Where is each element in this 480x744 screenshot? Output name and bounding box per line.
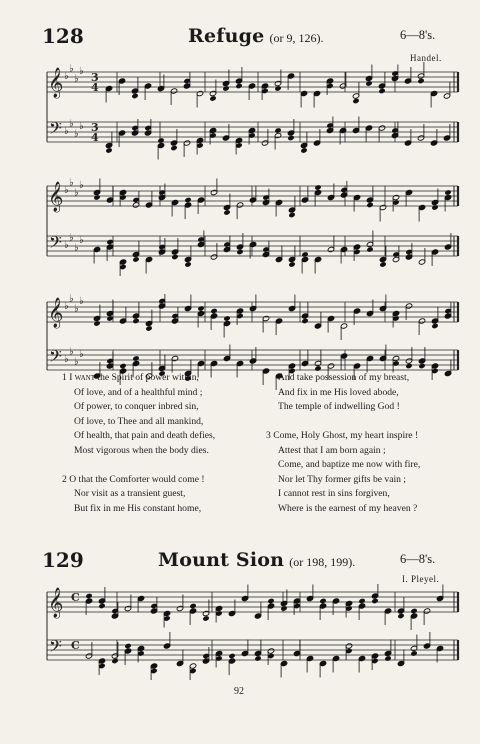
verse-line [62, 502, 215, 517]
svg-text:♭: ♭ [74, 187, 79, 199]
hymn-title [158, 549, 355, 571]
svg-text:♭: ♭ [69, 346, 74, 358]
verse-text: Of health, that pain and death defies, [74, 430, 216, 441]
verse-text: I cannot rest in sins forgiven, [278, 488, 390, 499]
svg-text:♭: ♭ [79, 349, 84, 360]
tune-reference: (or 9, 126). [269, 31, 324, 45]
hymn-number: 129 [42, 548, 84, 572]
verse-number: 1 [62, 372, 70, 383]
svg-text:3: 3 [91, 121, 99, 134]
verses-left-column [62, 371, 215, 516]
verse-line [266, 371, 420, 386]
flat-sign: ♭ [64, 126, 69, 137]
verse-line [62, 444, 215, 459]
tune-name: Mount Sion [158, 549, 285, 571]
flat-sign: ♭ [64, 185, 69, 196]
verse-text: Come, Holy Ghost, my heart inspire ! [273, 430, 419, 441]
verse-line [266, 458, 420, 473]
svg-text:♭: ♭ [79, 180, 84, 191]
music-system-1 [0, 62, 480, 162]
hymn-number: 128 [42, 24, 84, 48]
svg-text:♭: ♭ [74, 73, 79, 85]
verse-text: Attest that I am born again ; [278, 444, 386, 456]
verse-text: Where is the earnest of my heaven ? [278, 502, 418, 514]
hymn-title [188, 25, 324, 47]
svg-text:♭: ♭ [79, 235, 84, 246]
svg-text:♭: ♭ [74, 242, 79, 254]
meter: 6—8's. [400, 552, 436, 566]
verse-text: But fix in me His constant home, [74, 502, 202, 514]
treble-clef-icon: 𝄞 [48, 68, 64, 98]
verse-line [266, 502, 420, 517]
verse-line [62, 429, 215, 444]
verse-line [266, 400, 420, 415]
verse-first-word: I want [69, 372, 96, 383]
verse-text: And fix in me His loved abode, [278, 386, 399, 398]
meter: 6—8's. [400, 28, 436, 42]
verse-text: Nor visit as a transient guest, [74, 488, 186, 499]
verse-line [62, 400, 215, 415]
verse-line [266, 415, 420, 430]
verse-text: Of love, to Thee and all mankind, [74, 415, 204, 427]
verse-number: 3 [266, 430, 274, 441]
verse-line [62, 415, 215, 430]
verse-line [62, 386, 215, 401]
svg-text:♭: ♭ [79, 296, 84, 307]
music-system-2 [0, 176, 480, 276]
bass-clef-icon: 𝄢 [49, 346, 62, 370]
svg-text:C: C [71, 639, 80, 652]
verse-text: The temple of indwelling God ! [278, 401, 400, 412]
svg-text:4: 4 [91, 81, 99, 94]
composer: I. Pleyel. [402, 574, 440, 584]
treble-clef-icon: 𝄞 [48, 182, 64, 212]
verse-text: Most vigorous when the body dies. [74, 444, 209, 456]
svg-text:♭: ♭ [79, 66, 84, 77]
svg-text:♭: ♭ [69, 294, 74, 305]
verse-number: 2 [62, 473, 70, 485]
bass-clef-icon: 𝄢 [49, 232, 62, 256]
verse-text: the Spirit of power within, [97, 372, 199, 383]
svg-text:♭: ♭ [79, 121, 84, 132]
bass-clef-icon: 𝄢 [49, 118, 62, 142]
verse-line [266, 444, 420, 459]
verse-text: Of power, to conquer inbred sin, [74, 401, 199, 412]
verse-line [62, 458, 215, 473]
bass-clef-icon: 𝄢 [49, 636, 62, 660]
svg-text:♭: ♭ [69, 177, 74, 189]
verse-text: Come, and baptize me now with fire, [278, 459, 421, 470]
tune-name: Refuge [188, 25, 265, 47]
svg-text:4: 4 [91, 131, 99, 144]
flat-sign: ♭ [64, 71, 69, 82]
tune-reference: (or 198, 199). [289, 555, 356, 569]
svg-text:♭: ♭ [74, 356, 79, 368]
verse-text: O that the Comforter would come ! [69, 473, 205, 485]
verse-text: And take possession of my breast, [278, 372, 410, 383]
verse-line [266, 429, 420, 444]
svg-text:♭: ♭ [69, 232, 74, 244]
verse-text: Of love, and of a healthful mind ; [74, 386, 203, 398]
treble-clef-icon: 𝄞 [48, 588, 64, 618]
verse-line [266, 386, 420, 401]
svg-text:♭: ♭ [74, 303, 79, 315]
page-number: 92 [234, 686, 244, 697]
flat-sign: ♭ [64, 301, 69, 312]
flat-sign: ♭ [64, 240, 69, 251]
svg-text:♭: ♭ [74, 128, 79, 140]
verse-line [266, 487, 420, 502]
composer: Handel. [410, 53, 442, 63]
flat-sign: ♭ [64, 354, 69, 365]
verse-line [62, 487, 215, 502]
time-signature: C [71, 591, 80, 604]
verse-line [62, 473, 215, 488]
svg-text:♭: ♭ [69, 118, 74, 130]
verse-text: Nor let Thy former gifts be vain ; [278, 473, 406, 485]
time-signature: 3 [91, 71, 99, 84]
verse-line [62, 371, 215, 386]
verse-line [266, 473, 420, 488]
music-system-4 [0, 584, 480, 684]
svg-text:♭: ♭ [69, 63, 74, 75]
treble-clef-icon: 𝄞 [48, 298, 64, 328]
verses-right-column [266, 371, 420, 516]
